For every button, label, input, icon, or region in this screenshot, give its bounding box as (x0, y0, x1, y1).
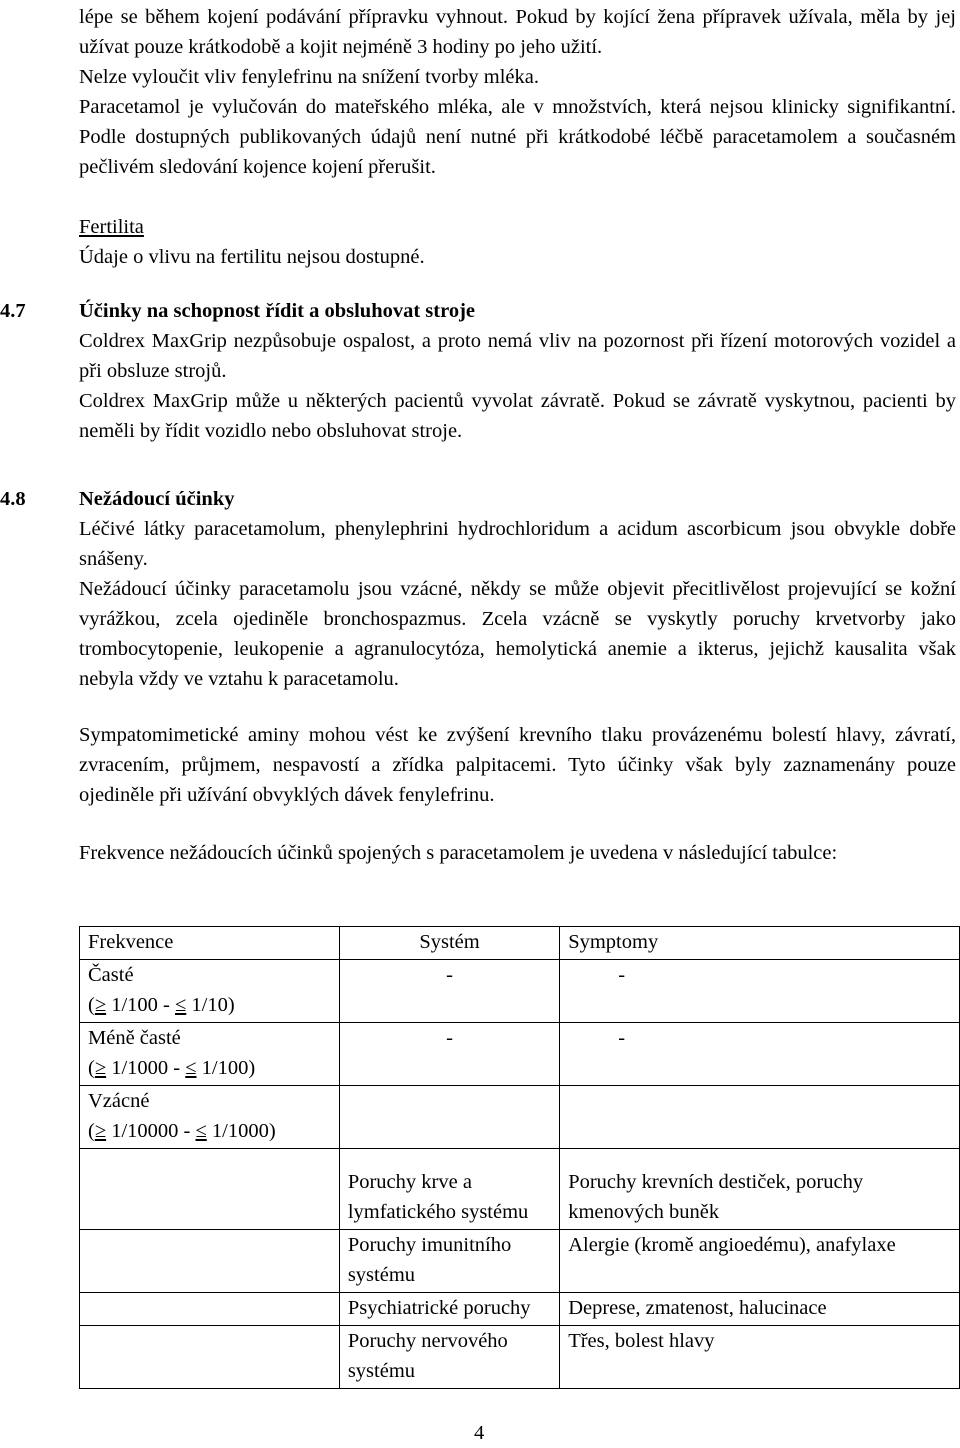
paragraph-sympathomimetic: Sympatomimetické aminy mohou vést ke zvýšení krevního tlaku provázenému bolestí hlavy, závratí, zvracením, průjmem, nespavostí a zřídka palpitacemi. Tyto účinky však byly zaznamenány pouze ojediněle při užívání obvyklých dávek fenylefrinu. (79, 724, 956, 806)
paragraph-breastfeeding: lépe se během kojení podávání přípravku vyhnout. Pokud by kojící žena přípravek užívala, měla by jej užívat pouze krátkodobě a kojit nejméně 3 hodiny po jeho užití. (79, 6, 956, 58)
symptoms-cell: Poruchy krevních destiček, poruchy kmenových buněk (560, 1149, 960, 1230)
section-title-4-7: Účinky na schopnost řídit a obsluhovat stroje (79, 300, 476, 322)
system-cell: Poruchy imunitního systému (339, 1230, 559, 1293)
frequency-cell (80, 1149, 340, 1230)
system-cell (339, 1086, 559, 1149)
table-row (80, 1293, 960, 1326)
frequency-cell (80, 960, 340, 1023)
frequency-label: Vzácné (88, 1090, 150, 1112)
frequency-cell (80, 1230, 340, 1293)
symptoms-cell (560, 1086, 960, 1149)
symptoms-cell: Alergie (kromě angioedému), anafylaxe (560, 1230, 960, 1293)
system-cell: Poruchy nervového systému (339, 1326, 559, 1389)
frequency-range: (≥ 1/100 - ≤ 1/10) (88, 994, 235, 1016)
section-number-4-8: 4.8 (0, 488, 26, 510)
table-header-row (80, 927, 960, 960)
symptoms-cell: Třes, bolest hlavy (560, 1326, 960, 1389)
symptoms-cell: Deprese, zmatenost, halucinace (560, 1293, 960, 1326)
system-cell: Poruchy krve a lymfatického systému (339, 1149, 559, 1230)
frequency-cell (80, 1293, 340, 1326)
frequency-cell (80, 1326, 340, 1389)
frequency-label: Časté (88, 964, 134, 986)
system-cell: Psychiatrické poruchy (339, 1293, 559, 1326)
table-row (80, 1086, 960, 1149)
header-frequency: Frekvence (80, 927, 340, 960)
section-number-4-7: 4.7 (0, 300, 26, 322)
frequency-label: Méně časté (88, 1027, 181, 1049)
header-system: Systém (339, 927, 559, 960)
frequency-cell (80, 1086, 340, 1149)
frequency-range: (≥ 1/10000 - ≤ 1/1000) (88, 1120, 276, 1142)
symptoms-cell: - (560, 1023, 960, 1086)
paragraph-frequency-intro: Frekvence nežádoucích účinků spojených s paracetamolem je uvedena v následující tabulce: (79, 842, 838, 864)
system-cell: - (339, 1023, 559, 1086)
paragraph-dizziness: Coldrex MaxGrip může u některých pacientů vyvolat závratě. Pokud se závratě vyskytnou, pacienti by neměli by řídit vozidlo nebo obsluhovat stroje. (79, 390, 956, 442)
header-symptoms: Symptomy (560, 927, 960, 960)
paragraph-paracetamol-milk: Paracetamol je vylučován do mateřského mléka, ale v množstvích, která nejsou klinicky signifikantní. Podle dostupných publikovaných údajů není nutné při krátkodobé léčbě paracetamolem a současném pečlivém sledování kojence kojení přerušit. (79, 96, 956, 178)
paragraph-drowsiness: Coldrex MaxGrip nezpůsobuje ospalost, a proto nemá vliv na pozornost při řízení motorových vozidel a při obsluze strojů. (79, 330, 956, 382)
adverse-effects-table (79, 926, 960, 1389)
table-row (80, 1230, 960, 1293)
table-row (80, 1149, 960, 1230)
paragraph-paracetamol-effects: Nežádoucí účinky paracetamolu jsou vzácné, někdy se může objevit přecitlivělost projevující se kožní vyrážkou, zcela ojediněle bronchospazmus. Zcela vzácně se vyskytly poruchy krvetvorby jako trombocytopenie, leukopenie a agranulocytóza, hemolytická anemie a ikterus, jejichž kausalita však nebyla vždy ve vztahu k paracetamolu. (79, 578, 956, 690)
paragraph-tolerance: Léčivé látky paracetamolum, phenylephrini hydrochloridum a acidum ascorbicum jsou obvykle dobře snášeny. (79, 518, 956, 570)
section-title-4-8: Nežádoucí účinky (79, 488, 235, 510)
system-cell: - (339, 960, 559, 1023)
fertility-heading: Fertilita (79, 216, 144, 238)
table-row (80, 1326, 960, 1389)
symptoms-cell: - (560, 960, 960, 1023)
table-row (80, 960, 960, 1023)
frequency-range: (≥ 1/1000 - ≤ 1/100) (88, 1057, 256, 1079)
table-row (80, 1023, 960, 1086)
page-number: 4 (474, 1422, 485, 1444)
fertility-text: Údaje o vlivu na fertilitu nejsou dostupné. (79, 246, 425, 268)
frequency-cell (80, 1023, 340, 1086)
paragraph-milk-production: Nelze vyloučit vliv fenylefrinu na snížení tvorby mléka. (79, 66, 539, 88)
